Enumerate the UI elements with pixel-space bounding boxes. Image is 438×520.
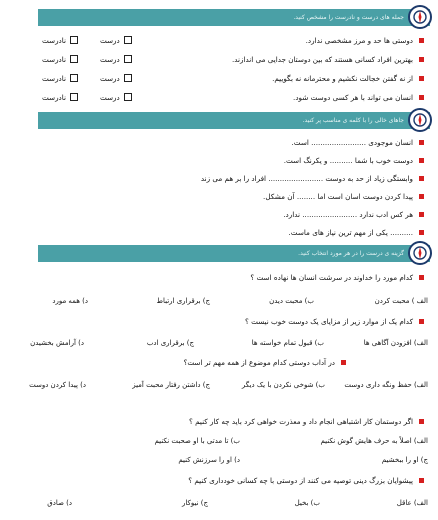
- compass-badge-icon: [408, 108, 432, 132]
- question: [184, 355, 346, 369]
- option-b[interactable]: ب) قبول تمام خواسته ها: [251, 339, 324, 347]
- bullet-icon: [419, 419, 424, 424]
- option-c[interactable]: ج) برقراری ادب: [146, 339, 194, 347]
- true-checkbox[interactable]: [124, 93, 132, 101]
- option-d[interactable]: د) همه مورد: [52, 297, 88, 305]
- fill-blank-text: دوست خوب با شما .......... و یکرنگ است.: [283, 155, 413, 165]
- fill-blank-text: .......... یکی از مهم ترین نیاز های ماست.: [288, 227, 413, 237]
- statement-text: از نه گفتن خجالت نکشیم و محترمانه نه بگوییم.: [272, 73, 413, 83]
- bullet-icon: [419, 230, 424, 235]
- bullet-icon: [419, 158, 424, 163]
- option-a[interactable]: الف) عاقل: [396, 499, 428, 507]
- bullet-icon: [419, 57, 424, 62]
- bullet-icon: [419, 478, 424, 483]
- bullet-icon: [341, 360, 346, 365]
- false-checkbox[interactable]: [70, 55, 78, 63]
- true-checkbox[interactable]: [124, 55, 132, 63]
- option-b[interactable]: ب) محبت دیدن: [269, 297, 314, 305]
- option-d[interactable]: د) پیدا کردن دوست: [29, 381, 86, 389]
- option-c[interactable]: ج) نیوکار: [182, 499, 208, 507]
- question-text: اگر دوستمان کار اشتباهی انجام داد و معذرت خواهی کرد باید چه کار کنیم ؟: [189, 416, 413, 426]
- option-a[interactable]: الف) حفظ ونگه داری دوست: [344, 381, 428, 389]
- bullet-icon: [419, 275, 424, 280]
- bullet-icon: [419, 194, 424, 199]
- section-header-true-false: [38, 9, 430, 26]
- answer-choices: [42, 71, 132, 85]
- fill-blank-item: [263, 189, 424, 203]
- option-c[interactable]: ج) برقراری ارتباط: [156, 297, 210, 305]
- option-b[interactable]: ب) تا مدتی با او صحبت نکنیم: [154, 437, 240, 445]
- false-label: نادرست: [42, 35, 66, 45]
- false-checkbox[interactable]: [70, 74, 78, 82]
- section-title: جاهای خالی را با کلمه ی مناسب پر کنید.: [302, 117, 404, 124]
- true-checkbox[interactable]: [124, 36, 132, 44]
- fill-blank-item: [284, 153, 424, 167]
- question: [250, 270, 424, 284]
- option-a[interactable]: الف) افزودن آگاهی ها: [363, 339, 428, 347]
- bullet-icon: [419, 212, 424, 217]
- statement-text: انسان می تواند با هر کسی دوست شود.: [293, 92, 413, 102]
- bullet-icon: [419, 76, 424, 81]
- question: [245, 314, 424, 328]
- compass-badge-icon: [408, 241, 432, 265]
- bullet-icon: [419, 319, 424, 324]
- option-a[interactable]: الف) اصلاً به حرف هایش گوش نکنیم: [320, 437, 428, 445]
- false-label: نادرست: [42, 92, 66, 102]
- false-label: نادرست: [42, 73, 66, 83]
- option-b[interactable]: ب) شوخی نکردن با یک دیگر: [241, 381, 325, 389]
- fill-blank-text: هر کس ادب ندارد ........................ ندارد.: [283, 209, 413, 219]
- section-title: گزینه ی درست را در هر مورد انتخاب کنید.: [298, 250, 404, 257]
- section-header-fill-blanks: [38, 112, 430, 129]
- true-false-item: [293, 90, 424, 104]
- question-text: کدام یک از موارد زیر از مزایای یک دوست خوب نیست ؟: [244, 316, 413, 326]
- bullet-icon: [419, 140, 424, 145]
- bullet-icon: [419, 176, 424, 181]
- question: [188, 473, 424, 487]
- true-checkbox[interactable]: [124, 74, 132, 82]
- section-header-multiple-choice: [38, 245, 430, 262]
- fill-blank-item: [201, 171, 424, 185]
- fill-blank-item: [283, 207, 424, 221]
- option-c[interactable]: ج) او را ببخشیم: [381, 456, 428, 464]
- question-text: در آداب دوستی کدام موضوع از همه مهم تر است؟: [183, 357, 335, 367]
- fill-blank-text: انسان موجودی ........................ است.: [291, 137, 413, 147]
- option-b[interactable]: ب) بخیل: [294, 499, 320, 507]
- compass-badge-icon: [408, 5, 432, 29]
- fill-blank-item: [292, 135, 424, 149]
- question-text: پیشوایان بزرگ دینی توصیه می کنند از دوستی با چه کسانی خودداری کنیم ؟: [188, 475, 413, 485]
- answer-choices: [42, 90, 132, 104]
- option-d[interactable]: د) آرامش بخشیدن: [30, 339, 84, 347]
- option-c[interactable]: ج) داشتن رفتار محبت آمیز: [132, 381, 210, 389]
- question: [189, 414, 424, 428]
- true-false-item: [306, 33, 424, 47]
- option-d[interactable]: د) صادق: [47, 499, 72, 507]
- fill-blank-item: [289, 225, 425, 239]
- bullet-icon: [419, 38, 424, 43]
- statement-text: دوستی ها حد و مرز مشخصی ندارد.: [305, 35, 413, 45]
- bullet-icon: [419, 95, 424, 100]
- true-label: درست: [99, 35, 120, 45]
- question-text: کدام مورد را خداوند در سرشت انسان ها نهاده است ؟: [250, 272, 413, 282]
- false-checkbox[interactable]: [70, 93, 78, 101]
- true-label: درست: [99, 73, 120, 83]
- false-label: نادرست: [42, 54, 66, 64]
- option-d[interactable]: د) او را سرزنش کنیم: [178, 456, 240, 464]
- true-label: درست: [99, 54, 120, 64]
- fill-blank-text: پیدا کردن دوست اسان است اما ........ آن مشکل.: [263, 191, 413, 201]
- true-false-item: [232, 52, 424, 66]
- answer-choices: [42, 33, 132, 47]
- section-title: جمله های درست و نادرست را مشخص کنید.: [293, 14, 404, 21]
- true-false-item: [272, 71, 424, 85]
- true-label: درست: [99, 92, 120, 102]
- fill-blank-text: وابستگی زیاد از حد به دوست ........................ افراد را بر هم می زند: [200, 173, 413, 183]
- answer-choices: [42, 52, 132, 66]
- statement-text: بهترین افراد کسانی هستند که بین دوستان جدایی می اندازند.: [232, 54, 413, 64]
- option-a[interactable]: الف ) محبت کردن: [374, 297, 428, 305]
- false-checkbox[interactable]: [70, 36, 78, 44]
